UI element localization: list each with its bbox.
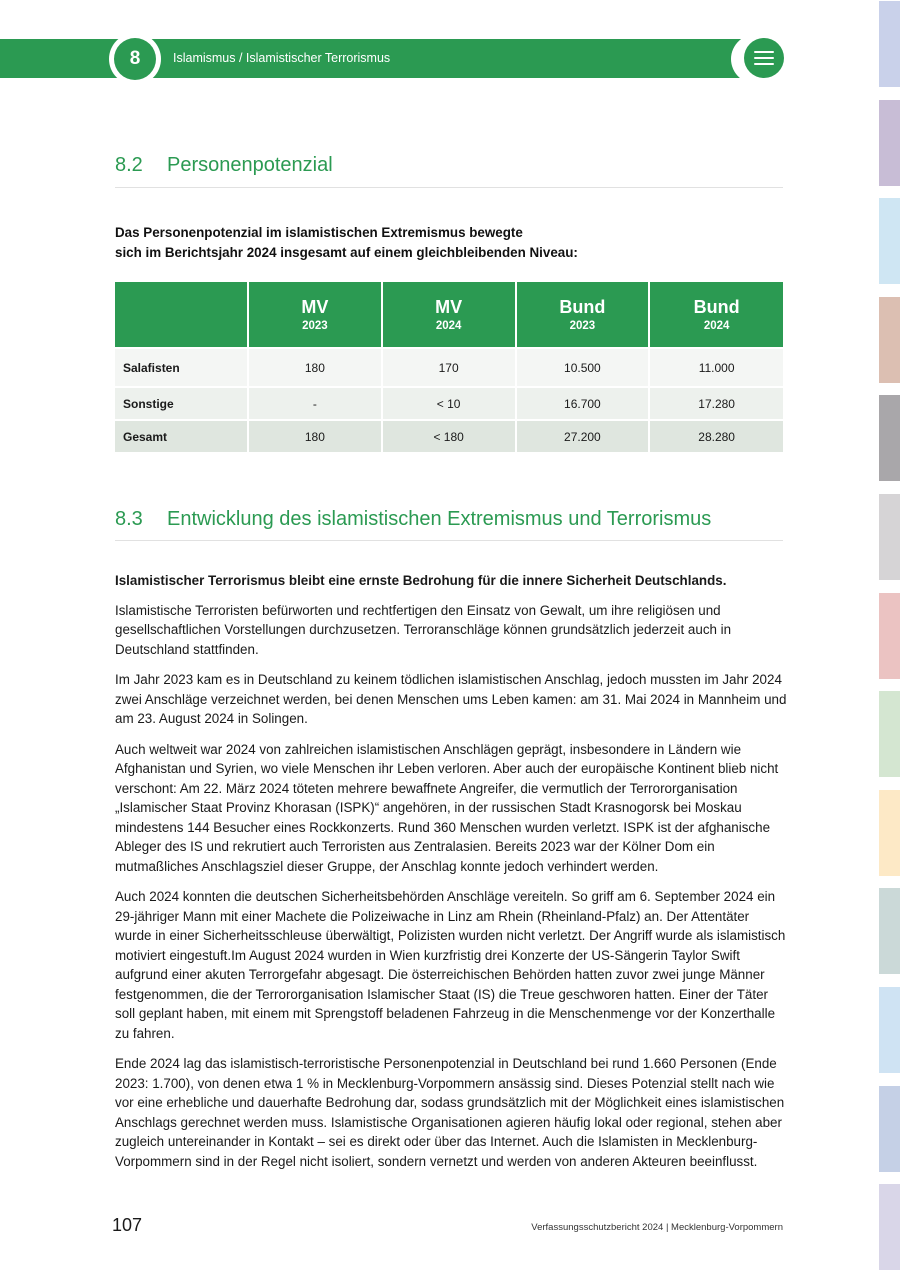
column-header: MV 2023: [248, 282, 382, 348]
table-cell: < 180: [382, 420, 516, 452]
body-paragraph: Im Jahr 2023 kam es in Deutschland zu keinem tödlichen islamistischen Anschlag, jedoch mussten im Jahr 2024 zwei Anschläge verzeichnet werden, bei denen Menschen ums Leben kamen: am 31. Mai 2024 in Mannheim und am 23. August 2024 in Solingen.: [115, 672, 787, 726]
table-row: [115, 387, 783, 420]
chapter-tab[interactable]: [879, 297, 900, 383]
chapter-title: Islamismus / Islamistischer Terrorismus: [173, 51, 391, 65]
table-row: [115, 420, 783, 452]
intro-line: sich im Berichtsjahr 2024 insgesamt auf einem gleichbleibenden Niveau:: [115, 245, 578, 260]
table-corner-cell: [115, 282, 248, 348]
column-header: MV 2024: [382, 282, 516, 348]
section-title: Entwicklung des islamistischen Extremismus und Terrorismus: [167, 508, 712, 530]
table-cell: 11.000: [649, 348, 783, 387]
chapter-tab[interactable]: [879, 198, 900, 284]
table-cell: 170: [382, 348, 516, 387]
section-divider: [115, 540, 783, 541]
hamburger-menu-icon[interactable]: [744, 38, 784, 78]
section-number: 8.3: [115, 508, 143, 530]
table-intro: [115, 223, 783, 263]
section-heading-8-2: [115, 154, 333, 177]
chapter-tab[interactable]: [879, 100, 900, 186]
body-paragraph: Auch weltweit war 2024 von zahlreichen islamistischen Anschlägen geprägt, insbesondere in Ländern wie Afghanistan und Syrien, wo viele Menschen ihr Leben verloren. Aber auch der europäische Kontinent blieb nicht verschont: Am 22. März 2024 töteten mehrere bewaffnete Angreifer, die vermutlich der Terrororganisation „Islamischer Staat Provinz Khorasan (ISPK)“ angehören, in der russischen Stadt Krasnogorsk bei Moskau mindestens 144 Besucher eines Rockkonzerts. Rund 360 Menschen wurden verletzt. ISPK ist der afghanische Ableger des IS und rekrutiert auch Terroristen aus Zentralasien. Bereits 2023 war der Kölner Dom ein mutmaßliches Anschlagsziel dieser Gruppe, der Anschlag konnte jedoch verhindert werden.: [115, 741, 779, 874]
table-cell: 17.280: [649, 387, 783, 420]
chapter-number-badge: 8: [114, 38, 156, 80]
row-label: Salafisten: [115, 348, 248, 387]
chapter-tab[interactable]: [879, 1, 900, 87]
table-cell: 180: [248, 420, 382, 452]
table-cell: 10.500: [516, 348, 650, 387]
table-cell: -: [248, 387, 382, 420]
chapter-tab[interactable]: [879, 593, 900, 679]
intro-line: Das Personenpotenzial im islamistischen Extremismus bewegte: [115, 225, 523, 240]
row-label: Sonstige: [115, 387, 248, 420]
chapter-tab[interactable]: [879, 691, 900, 777]
chapter-side-tabs: [879, 0, 900, 1272]
section-divider: [115, 187, 783, 188]
body-paragraph: Ende 2024 lag das islamistisch-terroristische Personenpotenzial in Deutschland bei rund 1.660 Personen (Ende 2023: 1.700), von denen etwa 1 % in Mecklenburg-Vorpommern ansässig sind. Dieses Potenzial stellt nach wie vor eine erhebliche und dauerhafte Bedrohung dar, sodass grundsätzlich mit der Möglichkeit eines islamistischen Anschlags gerechnet werden muss. Islamistische Organisationen agieren häufig lokal oder regional, stehen aber zugleich untereinander in Kontakt – sei es direkt oder über das Internet. Auch die Islamisten in Mecklenburg-Vorpommern sind in der Regel nicht isoliert, sondern vernetzt und werden von anderen Akteuren beeinflusst.: [115, 1056, 785, 1169]
chapter-tab[interactable]: [879, 494, 900, 580]
table-header-row: [115, 282, 783, 348]
chapter-tab[interactable]: [879, 395, 900, 481]
publication-footer: Verfassungsschutzbericht 2024 | Mecklenburg-Vorpommern: [531, 1222, 783, 1233]
page-number: 107: [112, 1215, 143, 1235]
personenpotenzial-table: [115, 282, 783, 452]
column-header: Bund 2024: [649, 282, 783, 348]
table-row: [115, 348, 783, 387]
section-body: [115, 571, 787, 1182]
chapter-tab[interactable]: [879, 1184, 900, 1270]
body-paragraph: Auch 2024 konnten die deutschen Sicherheitsbehörden Anschläge vereiteln. So griff am 6. September 2024 ein 29-jähriger Mann mit einer Machete die Polizeiwache in Linz am Rhein (Rheinland-Pfalz) an. Der Attentäter wurde in einer Sicherheitsschleuse überwältigt, Polizisten wurden nicht verletzt. Der Angriff wurde als islamistisch motiviert eingestuft.Im August 2024 wurden in Wien kurzfristig drei Konzerte der US-Sängerin Taylor Swift aufgrund einer akuten Terrorgefahr abgesagt. Die österreichischen Behörden hatten zuvor zwei junge Männer festgenommen, die der Terrororganisation Islamischer Staat (IS) die Treue geschworen hatten. Einer der Täter soll geplant haben, mit einem mit Sprengstoff beladenen Fahrzeug in die Menschenmenge vor der Konzerthalle zu fahren.: [115, 889, 786, 1041]
row-label: Gesamt: [115, 420, 248, 452]
chapter-tab[interactable]: [879, 888, 900, 974]
section-heading-8-3: [115, 508, 711, 531]
table-cell: 28.280: [649, 420, 783, 452]
lead-paragraph: Islamistischer Terrorismus bleibt eine ernste Bedrohung für die innere Sicherheit Deutschlands.: [115, 573, 727, 588]
column-header: Bund 2023: [516, 282, 650, 348]
table-cell: 16.700: [516, 387, 650, 420]
table-cell: < 10: [382, 387, 516, 420]
chapter-tab[interactable]: [879, 1086, 900, 1172]
body-paragraph: Islamistische Terroristen befürworten und rechtfertigen den Einsatz von Gewalt, um ihre religiösen und gesellschaftlichen Vorstellungen durchzusetzen. Terroranschläge können grundsätzlich jederzeit auch in Deutschland stattfinden.: [115, 602, 732, 657]
section-title: Personenpotenzial: [167, 154, 333, 176]
chapter-tab[interactable]: [879, 987, 900, 1073]
chapter-tab[interactable]: [879, 790, 900, 876]
table-cell: 27.200: [516, 420, 650, 452]
section-number: 8.2: [115, 154, 143, 176]
table-cell: 180: [248, 348, 382, 387]
